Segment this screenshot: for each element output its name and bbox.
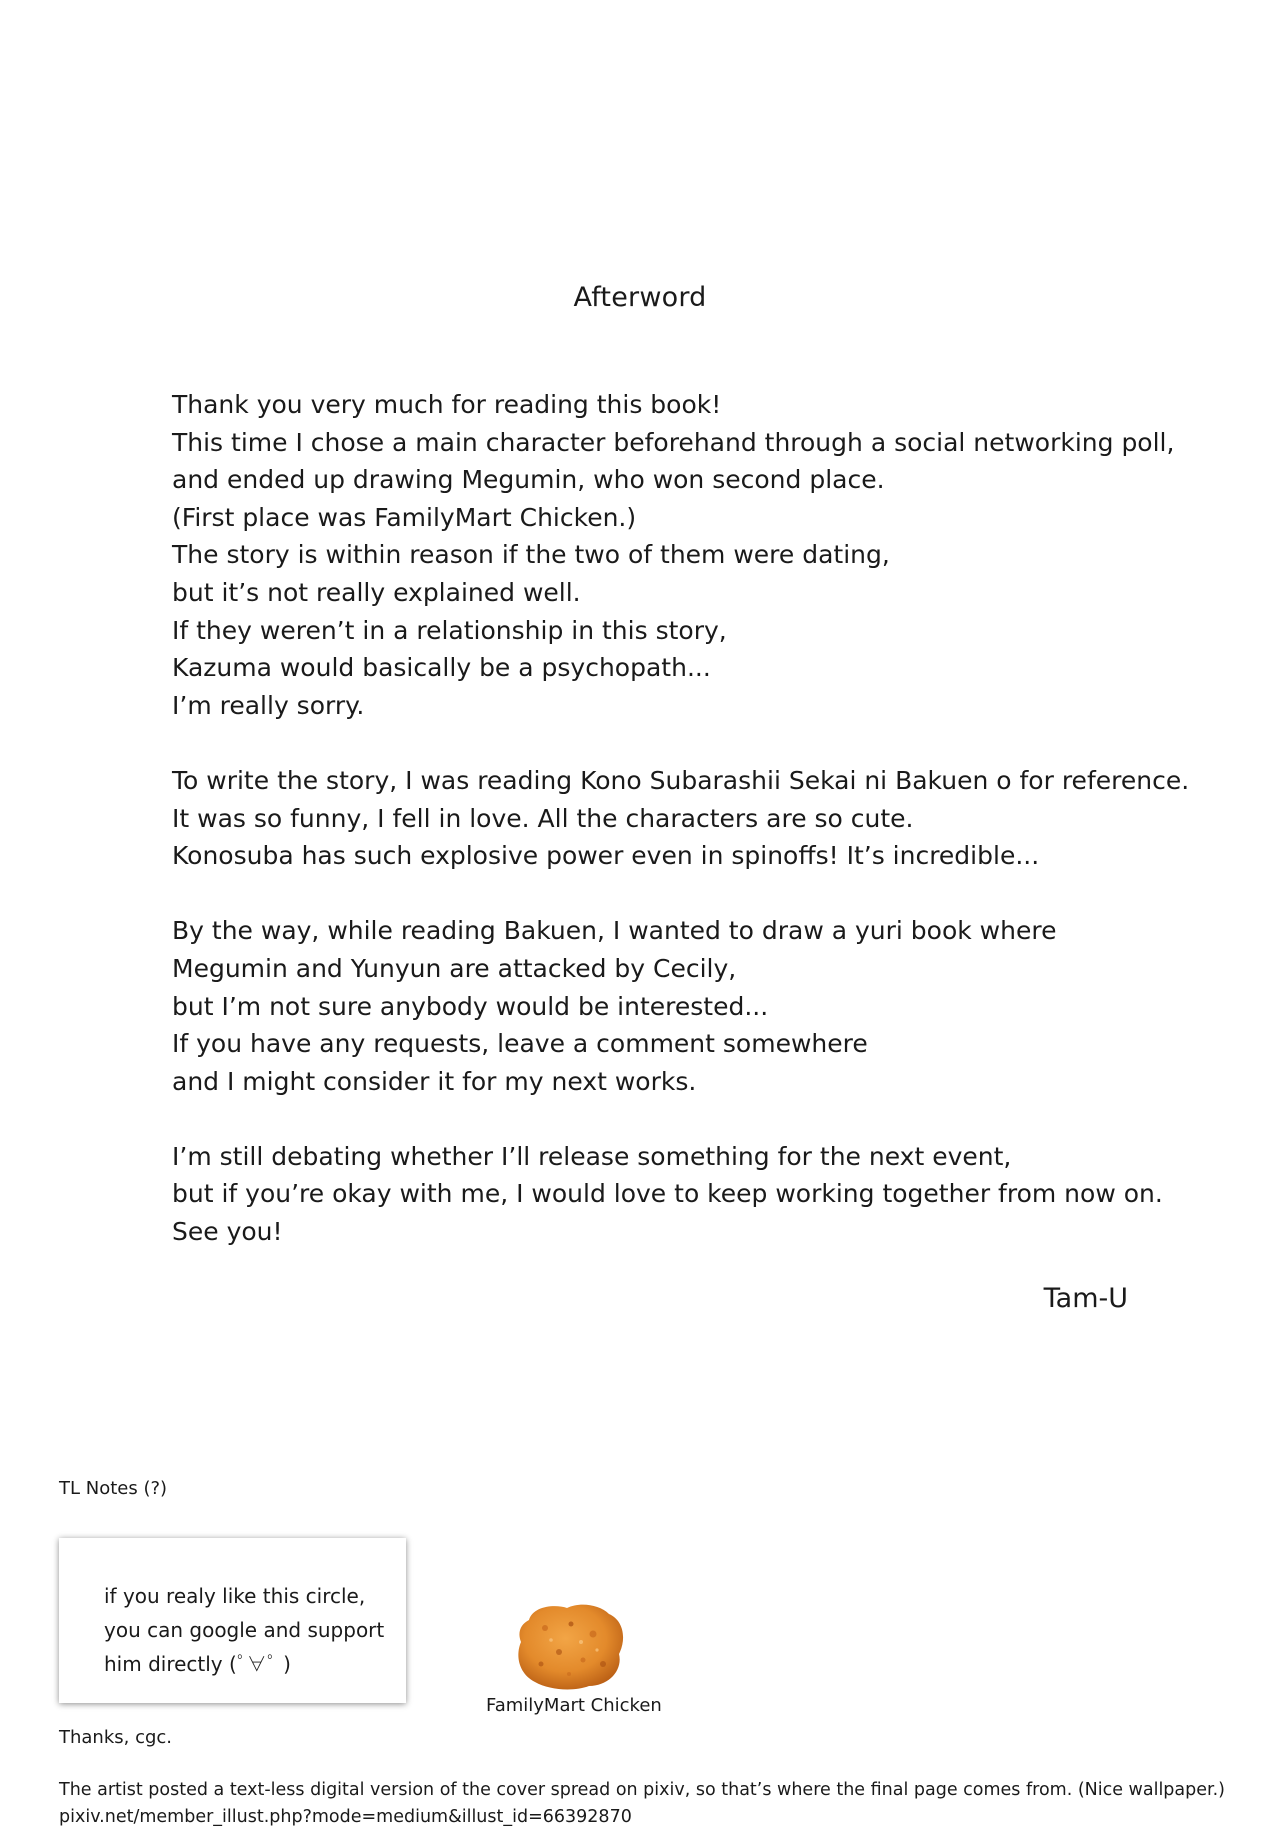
text-line: (First place was FamilyMart Chicken.) <box>172 502 637 532</box>
note-line: him directly (ﾟ∀ﾟ ) <box>104 1652 291 1676</box>
tl-notes-heading: TL Notes (?) <box>59 1478 168 1499</box>
tl-note-text <box>104 1579 384 1681</box>
text-line: Megumin and Yunyun are attacked by Cecily, <box>172 953 737 983</box>
paragraph-1 <box>172 386 1192 724</box>
text-line: I’m really sorry. <box>172 690 365 720</box>
footer-note: The artist posted a text-less digital version of the cover spread on pixiv, so that’s where the final page comes from. (Nice wallpaper.) <box>59 1780 1225 1800</box>
footer-url: pixiv.net/member_illust.php?mode=medium&illust_id=66392870 <box>59 1807 632 1827</box>
paragraph-4 <box>172 1138 1192 1251</box>
note-line: if you realy like this circle, <box>104 1584 366 1608</box>
author-signature: Tam-U <box>1043 1283 1128 1314</box>
text-line: The story is within reason if the two of them were dating, <box>172 540 890 570</box>
text-line: See you! <box>172 1217 283 1247</box>
paragraph-2 <box>172 762 1192 875</box>
page-title: Afterword <box>573 282 707 313</box>
text-line: Thank you very much for reading this book! <box>172 390 722 419</box>
text-line: Kazuma would basically be a psychopath... <box>172 653 711 683</box>
text-line: but it’s not really explained well. <box>172 577 581 607</box>
tl-note-box <box>59 1538 406 1703</box>
text-line: and ended up drawing Megumin, who won second place. <box>172 465 885 495</box>
text-line: but I’m not sure anybody would be interested... <box>172 991 769 1021</box>
text-line: Konosuba has such explosive power even in spinoffs! It’s incredible... <box>172 841 1040 871</box>
fried-chicken-image <box>511 1598 631 1693</box>
thanks-note: Thanks, cgc. <box>59 1727 173 1748</box>
chicken-caption: FamilyMart Chicken <box>486 1695 662 1716</box>
text-line: If you have any requests, leave a comment somewhere <box>172 1029 868 1059</box>
text-line: but if you’re okay with me, I would love to keep working together from now on. <box>172 1179 1163 1209</box>
text-line: To write the story, I was reading Kono Subarashii Sekai ni Bakuen o for reference. <box>172 765 1190 795</box>
text-line: By the way, while reading Bakuen, I wanted to draw a yuri book where <box>172 916 1057 946</box>
text-line: I’m still debating whether I’ll release something for the next event, <box>172 1141 1012 1171</box>
text-line: It was so funny, I fell in love. All the characters are so cute. <box>172 803 914 833</box>
text-line: and I might consider it for my next works. <box>172 1066 697 1096</box>
note-line: you can google and support <box>104 1618 385 1642</box>
paragraph-3 <box>172 912 1192 1100</box>
text-line: If they weren’t in a relationship in this story, <box>172 615 727 645</box>
afterword-body <box>172 386 1192 1288</box>
text-line: This time I chose a main character beforehand through a social networking poll, <box>172 427 1175 457</box>
